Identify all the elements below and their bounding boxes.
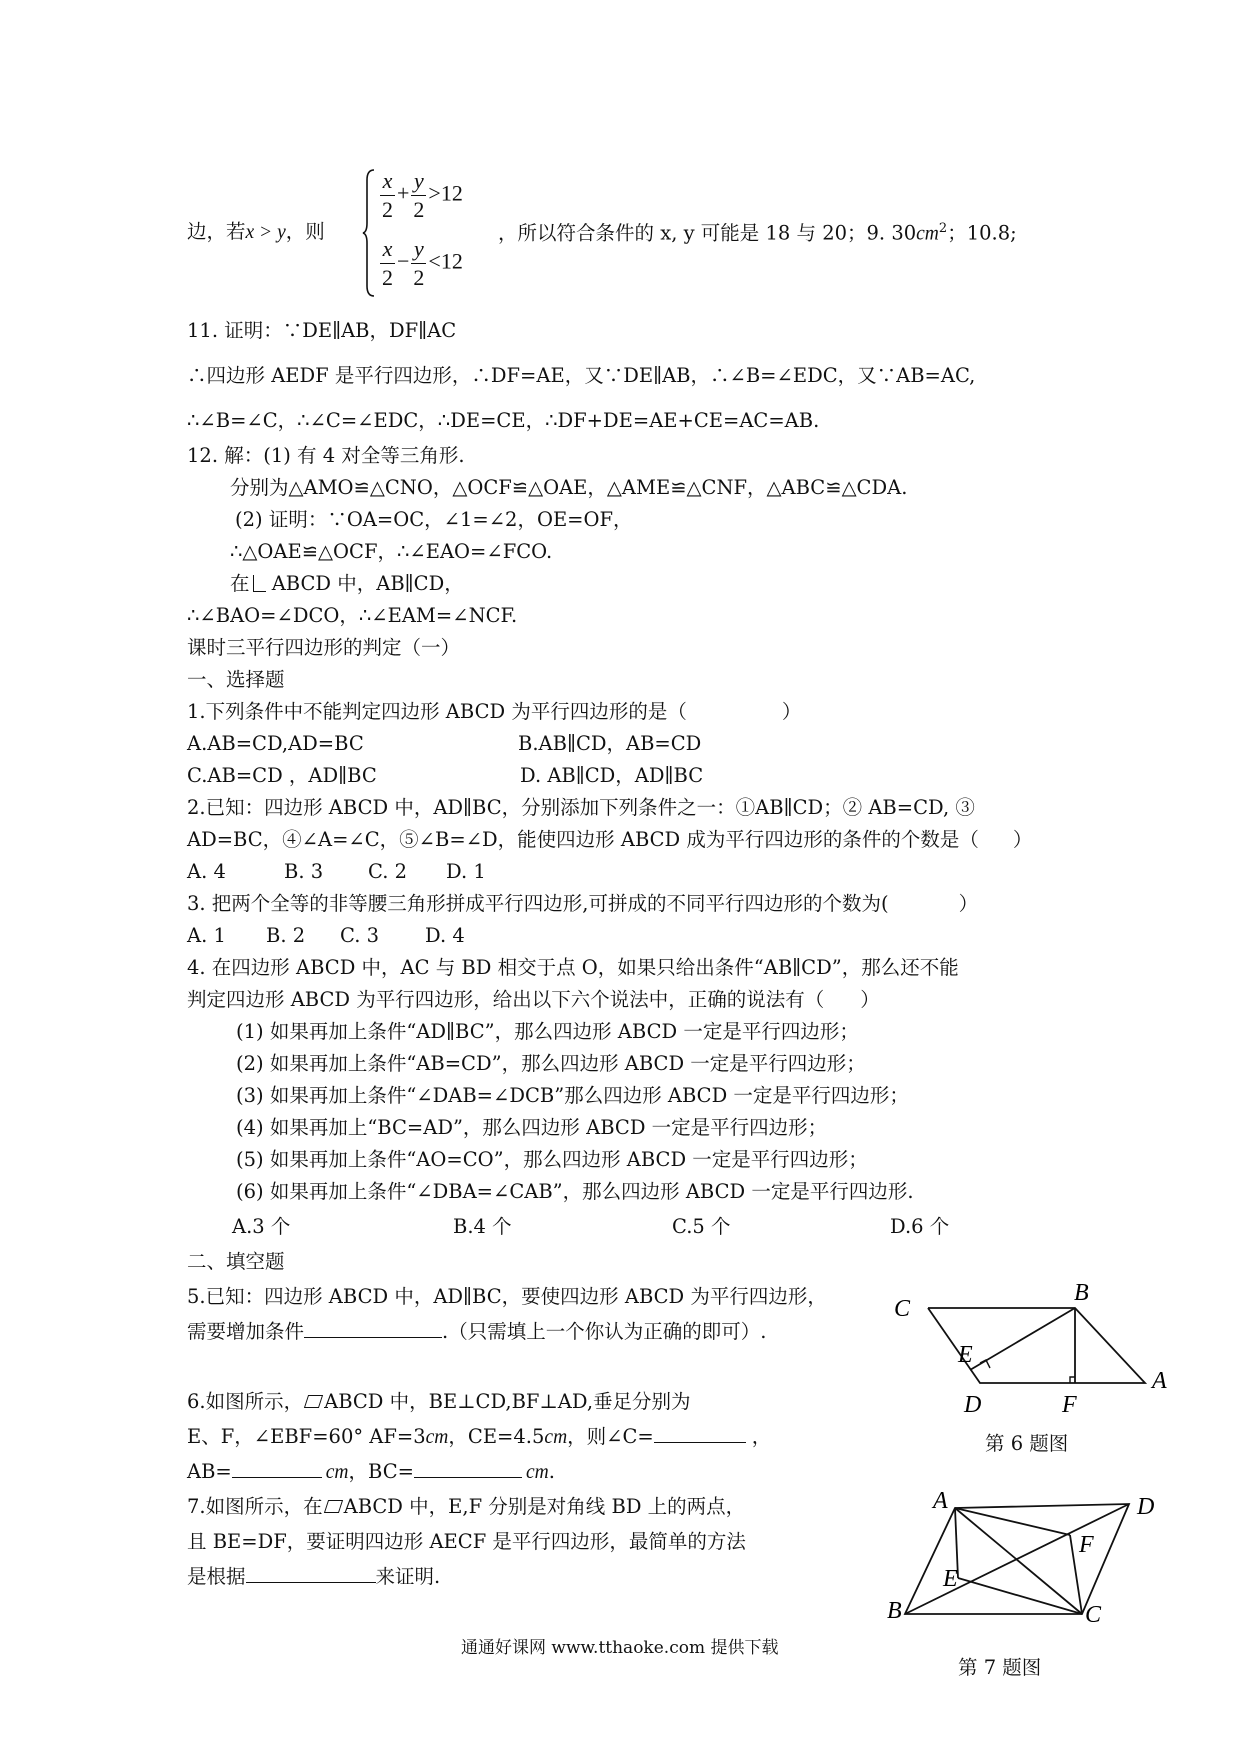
part1-heading: 一、选择题: [187, 668, 285, 691]
intro-tail: ，所以符合条件的 x, y 可能是 18 与 20；9. $30cm^2$；10.8;: [498, 221, 1017, 245]
inequality-system-brace: [362, 168, 376, 298]
inequality-row-1: $\frac{x}{2}$ + $\frac{y}{2}$ >12: [382, 168, 463, 222]
q4-statement-3: (3) 如果再加上条件“∠DAB=∠DCB”那么四边形 ABCD 一定是平行四边形；: [236, 1084, 909, 1107]
q4-statement-6: (6) 如果再加上条件“∠DBA=∠CAB”，那么四边形 ABCD 一定是平行四边形.: [236, 1180, 914, 1203]
q4-statement-4: (4) 如果再加上“BC=AD”，那么四边形 ABCD 一定是平行四边形；: [236, 1116, 828, 1139]
fig6-label-c: C: [894, 1296, 911, 1322]
footer-source: 通通好课网 www.tthaoke.com 提供下载: [461, 1638, 779, 1658]
q3-stem: 3. 把两个全等的非等腰三角形拼成平行四边形,可拼成的不同平行四边形的个数为( ）: [187, 892, 979, 915]
q12-line-3: (2) 证明：∵OA=OC，∠1=∠2，OE=OF，: [235, 508, 633, 531]
q6-angle-c-blank: [654, 1441, 746, 1443]
q11-line-3: ∴∠B=∠C，∴∠C=∠EDC，∴DE=CE，∴DF+DE=AE+CE=AC=AB.: [187, 409, 820, 432]
q5-line-2: 需要增加条件 .（只需填上一个你认为正确的即可）.: [187, 1320, 767, 1343]
fig7-label-e: E: [943, 1566, 958, 1592]
inequality-x-gt-y: x > y: [245, 222, 286, 243]
parallelogram-symbol-icon: [304, 1395, 323, 1408]
intro-prefix: 边，若x > y，则: [187, 220, 325, 243]
q1-option-b: B.AB∥CD，AB=CD: [518, 732, 702, 755]
fig6-label-f: F: [1062, 1392, 1077, 1418]
fig7-label-a: A: [933, 1490, 948, 1514]
q2-option-b: B. 3: [284, 860, 324, 883]
q2-option-a: A. 4: [187, 860, 226, 883]
q4-option-d: D.6 个: [890, 1215, 950, 1238]
figure-7-diagram: [875, 1490, 1180, 1625]
q12-line-6: ∴∠BAO=∠DCO，∴∠EAM=∠NCF.: [187, 604, 518, 627]
q6-ab-blank: [232, 1476, 322, 1478]
q2-option-d: D. 1: [446, 860, 486, 883]
q3-option-b: B. 2: [266, 924, 306, 947]
q12-line-2: 分别为△AMO≌△CNO，△OCF≌△OAE，△AME≌△CNF，△ABC≌△CDA.: [230, 476, 908, 499]
q4-option-c: C.5 个: [672, 1215, 731, 1238]
figure-6-diagram: [880, 1280, 1180, 1420]
lesson-title: 课时三平行四边形的判定（一）: [187, 636, 461, 659]
q6-line-2: E、F，∠EBF=60° AF=3cm，CE=4.5cm，则∠C= ，: [187, 1425, 772, 1448]
q1-stem: 1.下列条件中不能判定四边形 ABCD 为平行四边形的是（ ）: [187, 700, 802, 723]
fig6-label-a: A: [1152, 1368, 1167, 1394]
fig7-label-b: B: [887, 1598, 902, 1624]
q4-line-1: 4. 在四边形 ABCD 中，AC 与 BD 相交于点 O，如果只给出条件“AB∥CD”，那么还不能: [187, 956, 959, 979]
q4-option-a: A.3 个: [232, 1215, 291, 1238]
q12-line-4: ∴△OAE≌△OCF，∴∠EAO=∠FCO.: [230, 540, 553, 563]
q5-line-1: 5.已知：四边形 ABCD 中，AD∥BC，要使四边形 ABCD 为平行四边形，: [187, 1285, 827, 1308]
figure-6-caption: 第 6 题图: [985, 1432, 1069, 1455]
q12-line-1: 12. 解：(1) 有 4 对全等三角形.: [187, 444, 465, 467]
q1-option-a: A.AB=CD,AD=BC: [187, 732, 364, 755]
q4-statement-5: (5) 如果再加上条件“AO=CO”，那么四边形 ABCD 一定是平行四边形；: [236, 1148, 868, 1171]
parallelogram-symbol-icon: [253, 575, 266, 592]
q5-answer-blank: [304, 1336, 442, 1338]
q2-line-2: AD=BC，④∠A=∠C，⑤∠B=∠D，能使四边形 ABCD 成为平行四边形的条件的个数是（ ）: [187, 828, 1033, 851]
q11-line-2: ∴四边形 AEDF 是平行四边形，∴DF=AE，又∵DE∥AB，∴∠B=∠EDC，又∵AB=AC,: [187, 364, 976, 387]
q2-line-1: 2.已知：四边形 ABCD 中，AD∥BC，分别添加下列条件之一：①AB∥CD；② AB=CD, ③: [187, 796, 975, 819]
q4-statement-1: (1) 如果再加上条件“AD∥BC”，那么四边形 ABCD 一定是平行四边形；: [236, 1020, 859, 1043]
inequality-row-2: $\frac{x}{2}$ − $\frac{y}{2}$ <12: [382, 236, 463, 290]
parallelogram-symbol-icon: [323, 1500, 342, 1513]
q3-option-d: D. 4: [425, 924, 465, 947]
fig6-label-d: D: [964, 1392, 982, 1418]
part2-heading: 二、填空题: [187, 1250, 285, 1273]
fig7-label-f: F: [1079, 1532, 1094, 1558]
q2-option-c: C. 2: [368, 860, 408, 883]
fig7-label-d: D: [1137, 1494, 1155, 1520]
q7-answer-blank: [246, 1581, 376, 1583]
fig6-label-e: E: [958, 1342, 973, 1368]
fig6-label-b: B: [1074, 1280, 1089, 1306]
fig7-label-c: C: [1085, 1602, 1102, 1625]
figure-7-caption: 第 7 题图: [958, 1656, 1042, 1679]
q3-option-c: C. 3: [340, 924, 380, 947]
q6-bc-blank: [414, 1476, 522, 1478]
q11-line-1: 11. 证明：∵DE∥AB，DF∥AC: [187, 319, 457, 342]
q6-line-3: AB= cm，BC= cm.: [187, 1460, 555, 1483]
q4-option-b: B.4 个: [453, 1215, 512, 1238]
q12-line-5: 在 ABCD 中，AB∥CD，: [230, 572, 464, 595]
q1-option-c: C.AB=CD ，AD∥BC: [187, 764, 377, 787]
q7-line-1: 7.如图所示，在 ABCD 中，E,F 分别是对角线 BD 上的两点，: [187, 1495, 746, 1518]
q4-statement-2: (2) 如果再加上条件“AB=CD”，那么四边形 ABCD 一定是平行四边形；: [236, 1052, 866, 1075]
q6-line-1: 6.如图所示， ABCD 中，BE⊥CD,BF⊥AD,垂足分别为: [187, 1390, 691, 1413]
q7-line-2: 且 BE=DF，要证明四边形 AECF 是平行四边形，最简单的方法: [187, 1530, 746, 1553]
q4-line-2: 判定四边形 ABCD 为平行四边形，给出以下六个说法中，正确的说法有（ ）: [187, 988, 880, 1011]
q3-option-a: A. 1: [187, 924, 226, 947]
q7-line-3: 是根据 来证明.: [187, 1565, 441, 1588]
q1-option-d: D. AB∥CD，AD∥BC: [520, 764, 704, 787]
